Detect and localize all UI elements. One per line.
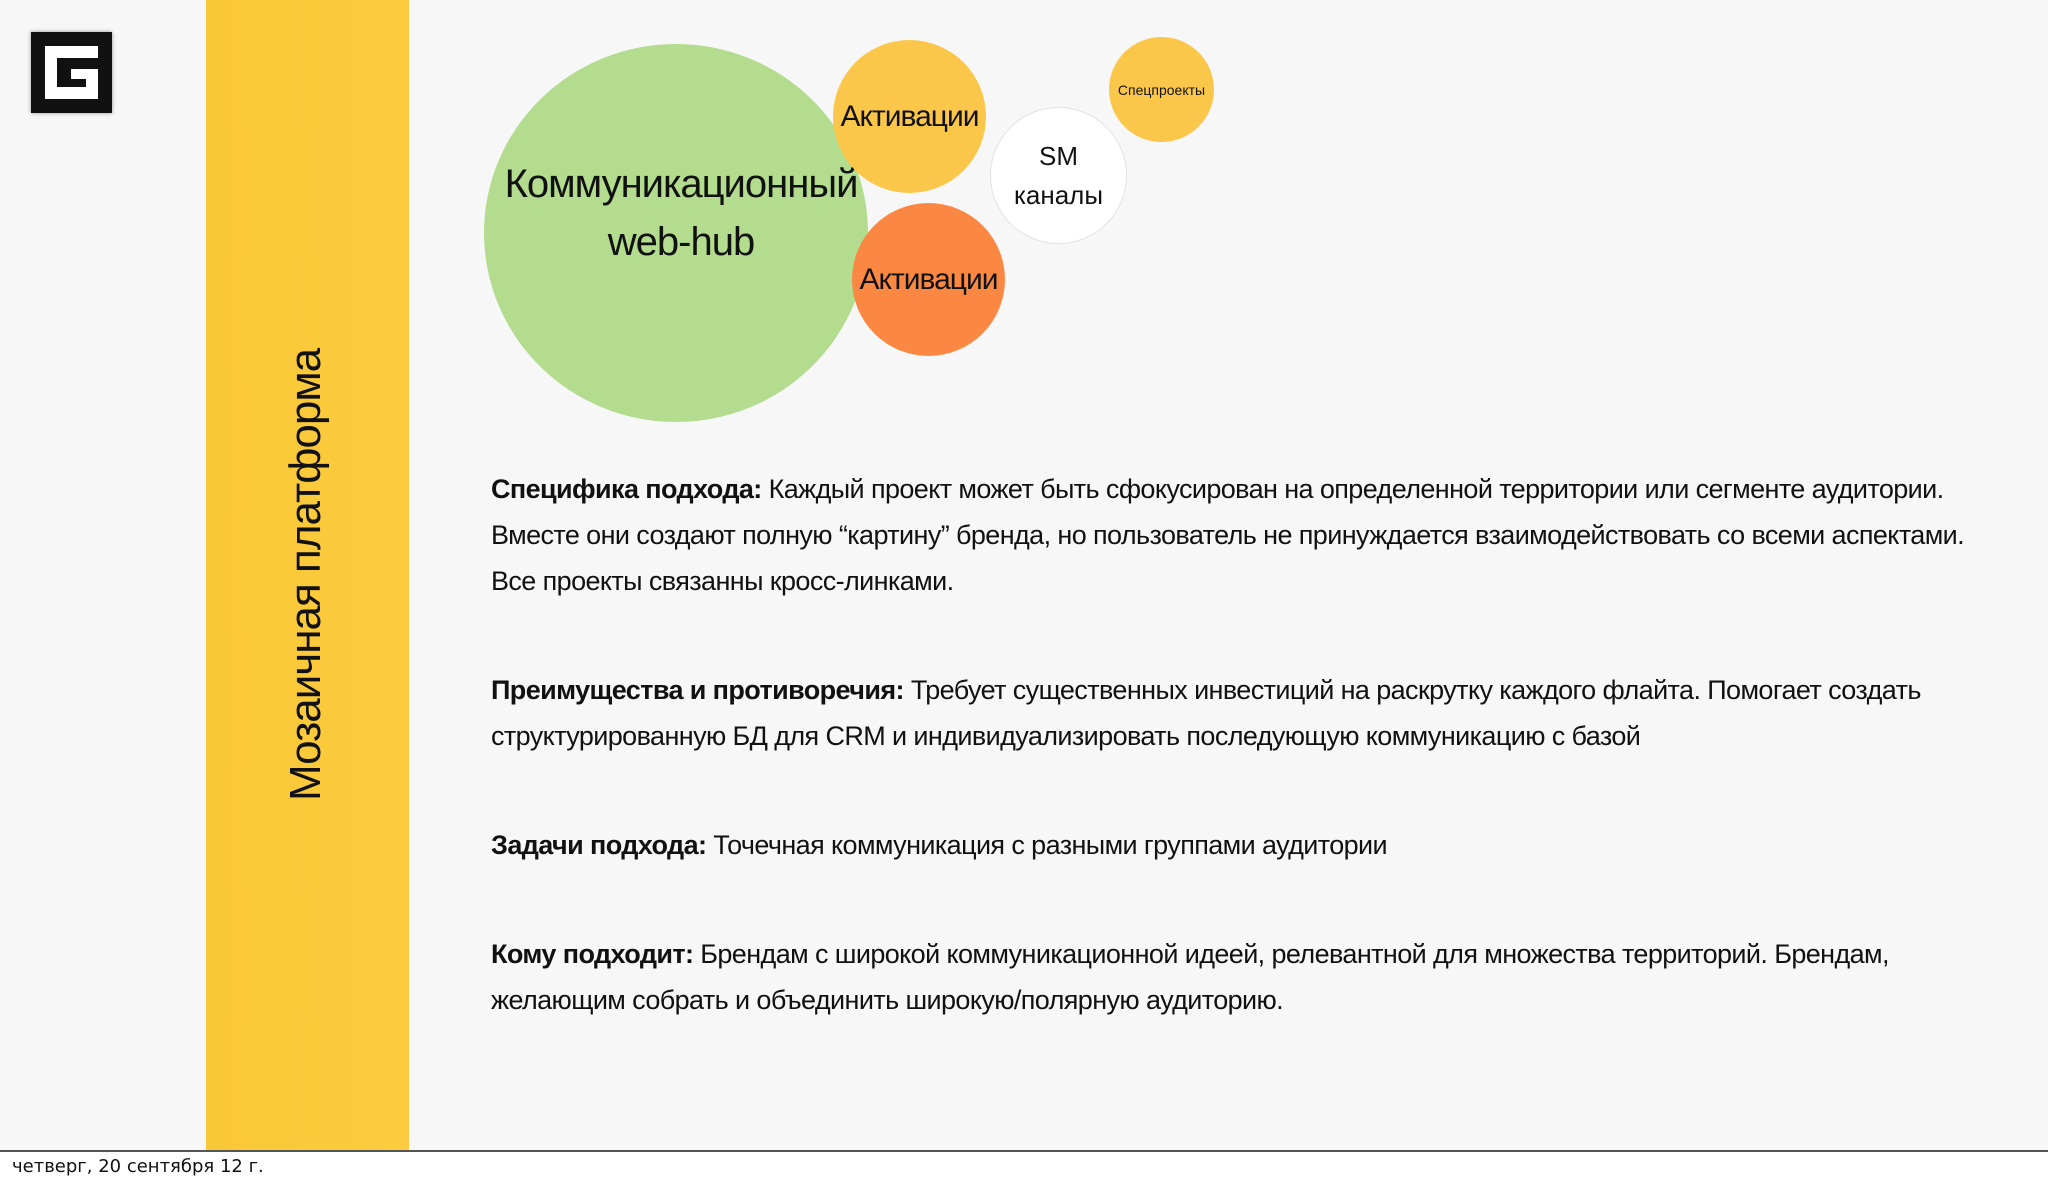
bubble-web-hub xyxy=(484,44,868,422)
bubble-sm-line1: SM xyxy=(1039,140,1078,171)
paragraph-fit-label: Кому подходит: xyxy=(491,939,694,969)
bubble-web-hub-line2: web-hub xyxy=(607,220,755,264)
paragraph-specifics-text: Каждый проект может быть сфокусирован на определенной территории или сегменте аудитории. Вместе они создают полную “картину” бренда, но пользователь не принуждается взаимодействовать со всеми аспектами. Все проекты связанны кросс-линками. xyxy=(491,474,1965,596)
section-title: Мозаичная платформа xyxy=(281,348,330,802)
paragraph-pros-cons-label: Преимущества и противоречия: xyxy=(491,675,904,705)
paragraph-pros-cons xyxy=(491,667,1971,759)
paragraph-fit-text: Брендам с широкой коммуникационной идеей, релевантной для множества территорий. Брендам, желающим собрать и объединить широкую/полярную аудиторию. xyxy=(491,939,1889,1015)
logo xyxy=(31,32,112,113)
bubble-web-hub-line1: Коммуникационный xyxy=(504,162,858,206)
bubble-sm-channels xyxy=(990,107,1127,244)
paragraph-specifics xyxy=(491,466,1971,604)
bubble-sm-line2: каналы xyxy=(1013,179,1104,210)
bubble-activation-top xyxy=(833,40,986,193)
bubble-special-label: Спецпроекты xyxy=(1117,81,1206,98)
paragraph-tasks xyxy=(491,822,1971,868)
logo-icon xyxy=(31,32,112,113)
footer-date: четверг, 20 сентября 12 г. xyxy=(12,1156,264,1177)
paragraph-specifics-label: Специфика подхода: xyxy=(491,474,762,504)
paragraph-tasks-label: Задачи подхода: xyxy=(491,830,707,860)
bubble-special-projects xyxy=(1109,37,1214,142)
bubble-activation-bottom xyxy=(852,203,1005,356)
bubble-activation-top-label: Активации xyxy=(840,99,979,133)
paragraph-fit xyxy=(491,931,1971,1023)
slide-divider xyxy=(0,1150,2048,1152)
paragraph-pros-cons-text: Требует существенных инвестиций на раскрутку каждого флайта. Помогает создать структурированную БД для CRM и индивидуализировать последующую коммуникацию с базой xyxy=(491,675,1921,751)
bubble-activation-bottom-label: Активации xyxy=(859,262,998,296)
paragraph-tasks-text: Точечная коммуникация с разными группами аудитории xyxy=(706,830,1388,860)
